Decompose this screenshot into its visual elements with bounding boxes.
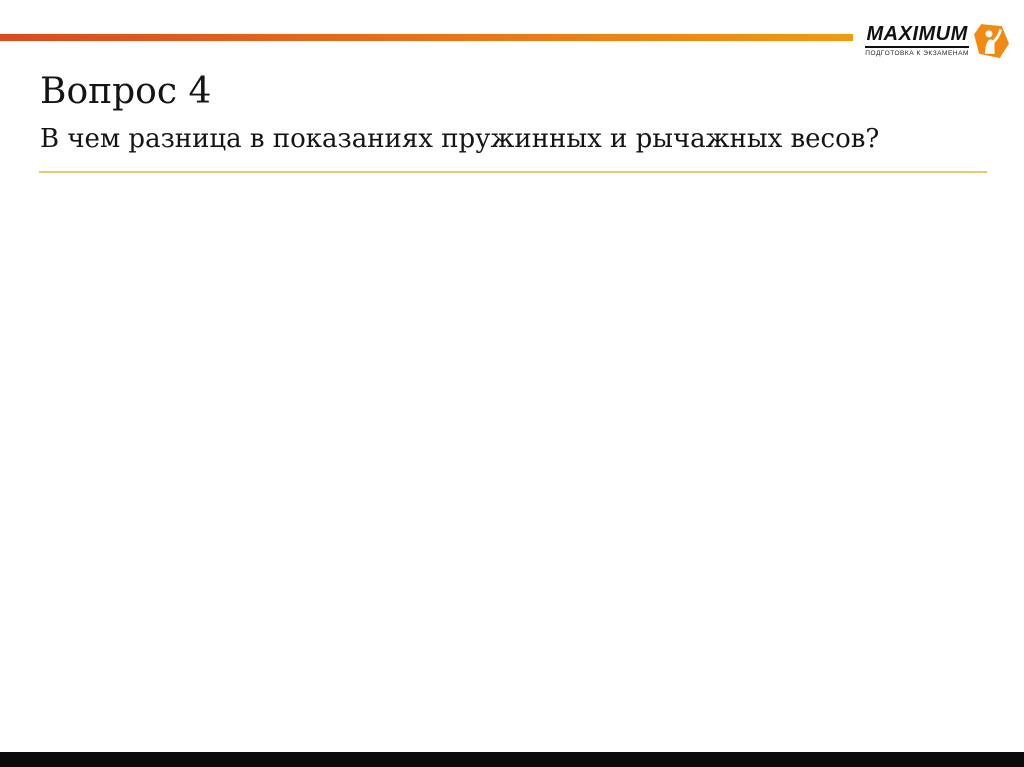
maximum-logo-icon xyxy=(972,21,1009,58)
divider-line xyxy=(39,171,987,173)
brand-logo xyxy=(865,24,1009,58)
brand-name: MAXIMUM xyxy=(866,23,968,45)
slide-title: Вопрос 4 xyxy=(40,71,212,112)
brand-underline xyxy=(865,46,969,49)
accent-bar xyxy=(0,34,853,41)
slide-subtitle: В чем разница в показаниях пружинных и рычажных весов? xyxy=(40,124,880,154)
footer-bar xyxy=(0,752,1024,767)
brand-tagline: ПОДГОТОВКА К ЭКЗАМЕНАМ xyxy=(865,50,969,57)
brand-wordmark xyxy=(865,24,969,58)
